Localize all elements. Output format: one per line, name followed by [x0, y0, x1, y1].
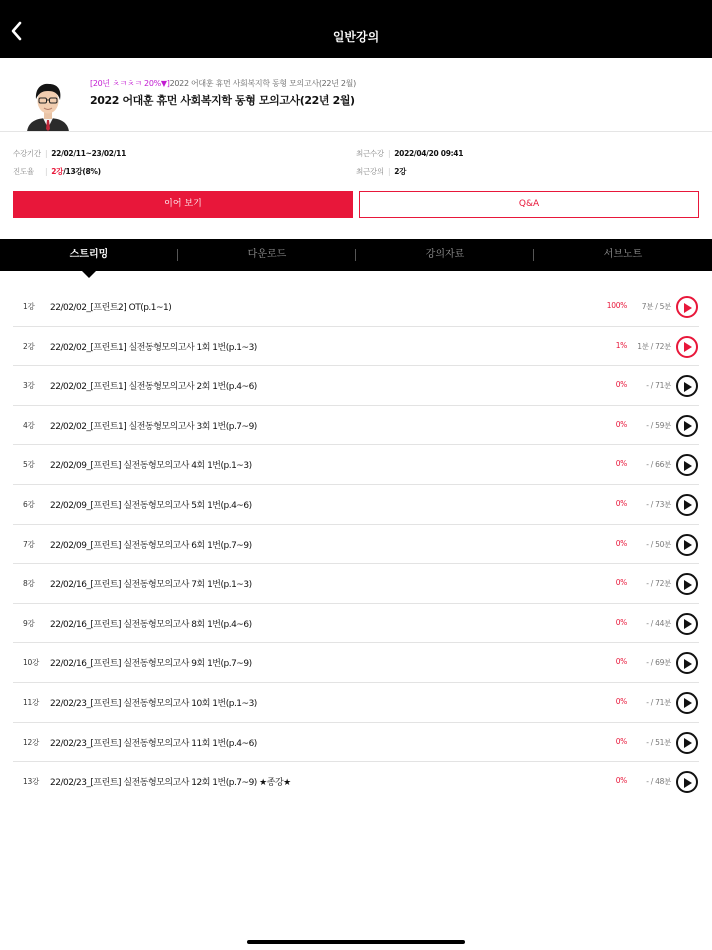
- play-button[interactable]: [676, 494, 698, 516]
- lecture-number: 5강: [23, 460, 35, 470]
- lecture-title: 22/02/09_[프린트] 실전동형모의고사 4회 1번(p.1~3): [50, 461, 252, 472]
- lecture-progress: 0%: [615, 459, 627, 469]
- home-indicator: [247, 940, 465, 944]
- lecture-progress: 0%: [615, 578, 627, 588]
- play-button[interactable]: [676, 454, 698, 476]
- play-icon: [684, 738, 692, 748]
- lecture-number: 3강: [23, 381, 35, 391]
- lecture-row[interactable]: [13, 327, 699, 367]
- progress-current: 2강: [51, 167, 64, 176]
- lecture-progress: 0%: [615, 380, 627, 390]
- play-button[interactable]: [676, 652, 698, 674]
- tab-subnote[interactable]: [534, 239, 712, 271]
- play-icon: [684, 778, 692, 788]
- top-bar: [0, 0, 712, 58]
- lecture-title: 22/02/02_[프린트1] 실전동형모의고사 2회 1번(p.4~6): [50, 382, 257, 393]
- lecture-row[interactable]: [13, 525, 699, 565]
- lecture-title: 22/02/16_[프린트] 실전동형모의고사 8회 1번(p.4~6): [50, 619, 252, 630]
- lecture-number: 4강: [23, 420, 35, 430]
- lecture-duration: - / 48분: [646, 777, 671, 787]
- progress-total: /13강(8%): [63, 167, 101, 176]
- lecture-duration: - / 71분: [646, 697, 671, 707]
- lecture-title: 22/02/02_[프린트2] OT(p.1~1): [50, 303, 172, 313]
- lecture-progress: 0%: [615, 617, 627, 627]
- play-button[interactable]: [676, 771, 698, 793]
- play-icon: [684, 698, 692, 708]
- lecture-number: 6강: [23, 499, 35, 509]
- play-button[interactable]: [676, 375, 698, 397]
- lecture-number: 10강: [23, 658, 39, 668]
- lecture-row[interactable]: [13, 723, 699, 763]
- lecture-row[interactable]: [13, 564, 699, 604]
- recent-lecture-value: 2강: [394, 167, 407, 176]
- play-button[interactable]: [676, 732, 698, 754]
- play-icon: [684, 382, 692, 392]
- lecture-number: 2강: [23, 341, 35, 351]
- page-title: 일반강의: [332, 30, 380, 44]
- lecture-title: 22/02/16_[프린트] 실전동형모의고사 7회 1번(p.1~3): [50, 580, 252, 591]
- play-button[interactable]: [676, 534, 698, 556]
- lecture-number: 12강: [23, 737, 39, 747]
- qa-button[interactable]: Q&A: [359, 191, 699, 218]
- info-progress: 진도율 | 2강/13강(8%): [13, 167, 101, 176]
- play-icon: [684, 659, 692, 669]
- lecture-row[interactable]: [13, 643, 699, 683]
- lecture-progress: 100%: [606, 301, 627, 310]
- play-icon: [684, 619, 692, 629]
- lecture-duration: - / 69분: [646, 658, 671, 668]
- play-icon: [684, 421, 692, 431]
- play-button[interactable]: [676, 573, 698, 595]
- course-promo: [90, 78, 356, 89]
- lecture-row[interactable]: [13, 366, 699, 406]
- lecture-title: 22/02/09_[프린트] 실전동형모의고사 6회 1번(p.7~9): [50, 540, 252, 551]
- tab-materials[interactable]: [356, 239, 534, 271]
- play-icon: [684, 303, 692, 313]
- lecture-number: 9강: [23, 618, 35, 628]
- lecture-title: 22/02/23_[프린트] 실전동형모의고사 10회 1번(p.1~3): [50, 698, 257, 709]
- play-icon: [684, 540, 692, 550]
- info-period: 수강기간 | 22/02/11~23/02/11: [13, 149, 126, 158]
- lecture-row[interactable]: [13, 762, 699, 802]
- lecture-row[interactable]: [13, 445, 699, 485]
- recent-value: 2022/04/20 09:41: [394, 149, 464, 158]
- lecture-duration: - / 66분: [646, 460, 671, 470]
- course-title: 2022 어대훈 휴먼 사회복지학 동형 모의고사(22년 2월): [90, 94, 355, 107]
- lecture-title: 22/02/02_[프린트1] 실전동형모의고사 3회 1번(p.7~9): [50, 421, 257, 432]
- course-header: [0, 58, 712, 136]
- lecture-duration: - / 44분: [646, 618, 671, 628]
- lecture-number: 8강: [23, 579, 35, 589]
- promo-text: 2022 어대훈 휴먼 사회복지학 동형 모의고사(22년 2월): [169, 79, 356, 88]
- lecture-title: 22/02/02_[프린트1] 실전동형모의고사 1회 1번(p.1~3): [50, 342, 257, 353]
- lecture-duration: - / 72분: [646, 579, 671, 589]
- lecture-list: [13, 287, 699, 802]
- lecture-duration: 1분 / 72분: [637, 341, 671, 351]
- play-button[interactable]: [676, 415, 698, 437]
- period-value: 22/02/11~23/02/11: [51, 149, 126, 158]
- progress-label: 진도율: [13, 167, 34, 176]
- lecture-title: 22/02/16_[프린트] 실전동형모의고사 9회 1번(p.7~9): [50, 659, 252, 670]
- play-button[interactable]: [676, 692, 698, 714]
- lecture-row[interactable]: [13, 604, 699, 644]
- lecture-progress: 0%: [615, 498, 627, 508]
- recent-lecture-label: 최근강의: [356, 167, 384, 176]
- period-label: 수강기간: [13, 149, 41, 158]
- continue-button[interactable]: 이어 보기: [13, 191, 353, 218]
- lecture-progress: 0%: [615, 776, 627, 786]
- tab-label: 강의자료: [425, 249, 465, 260]
- recent-label: 최근수강: [356, 149, 384, 158]
- tab-bar: [0, 239, 712, 271]
- tab-label: 다운로드: [247, 249, 287, 260]
- promo-tag: [20년 ㅊㅋㅊㅋ 20%▼]: [90, 79, 170, 88]
- lecture-progress: 0%: [615, 736, 627, 746]
- tab-streaming[interactable]: [0, 239, 178, 271]
- play-icon: [684, 500, 692, 510]
- active-tab-indicator: [82, 271, 96, 278]
- lecture-row[interactable]: [13, 406, 699, 446]
- lecture-row[interactable]: [13, 683, 699, 723]
- lecture-progress: 1%: [615, 340, 627, 350]
- lecture-row[interactable]: [13, 485, 699, 525]
- lecture-title: 22/02/23_[프린트] 실전동형모의고사 12회 1번(p.7~9) ★종강★: [50, 778, 291, 789]
- play-button[interactable]: [676, 613, 698, 635]
- play-icon: [684, 461, 692, 471]
- lecture-title: 22/02/09_[프린트] 실전동형모의고사 5회 1번(p.4~6): [50, 500, 252, 511]
- lecture-duration: 7분 / 5분: [641, 302, 671, 311]
- play-icon: [684, 342, 692, 352]
- play-button[interactable]: [676, 296, 698, 318]
- lecture-duration: - / 50분: [646, 539, 671, 549]
- lecture-number: 7강: [23, 539, 35, 549]
- info-recent-lecture: 최근강의 | 2강: [356, 167, 407, 176]
- play-icon: [684, 580, 692, 590]
- lecture-number: 1강: [23, 302, 35, 311]
- lecture-duration: - / 71분: [646, 381, 671, 391]
- play-button[interactable]: [676, 336, 698, 358]
- instructor-avatar: [24, 80, 72, 132]
- tab-download[interactable]: [178, 239, 356, 271]
- lecture-title: 22/02/23_[프린트] 실전동형모의고사 11회 1번(p.4~6): [50, 738, 257, 749]
- lecture-progress: 0%: [615, 657, 627, 667]
- tab-label: 서브노트: [603, 249, 643, 260]
- lecture-duration: - / 51분: [646, 737, 671, 747]
- lecture-number: 11강: [23, 697, 39, 707]
- lecture-progress: 0%: [615, 538, 627, 548]
- lecture-row[interactable]: [13, 287, 699, 327]
- lecture-progress: 0%: [615, 696, 627, 706]
- lecture-progress: 0%: [615, 419, 627, 429]
- lecture-duration: - / 59분: [646, 420, 671, 430]
- lecture-duration: - / 73분: [646, 499, 671, 509]
- divider: [0, 131, 712, 132]
- info-recent: 최근수강 | 2022/04/20 09:41: [356, 149, 464, 158]
- lecture-number: 13강: [23, 777, 39, 787]
- tab-label: 스트리밍: [69, 249, 109, 260]
